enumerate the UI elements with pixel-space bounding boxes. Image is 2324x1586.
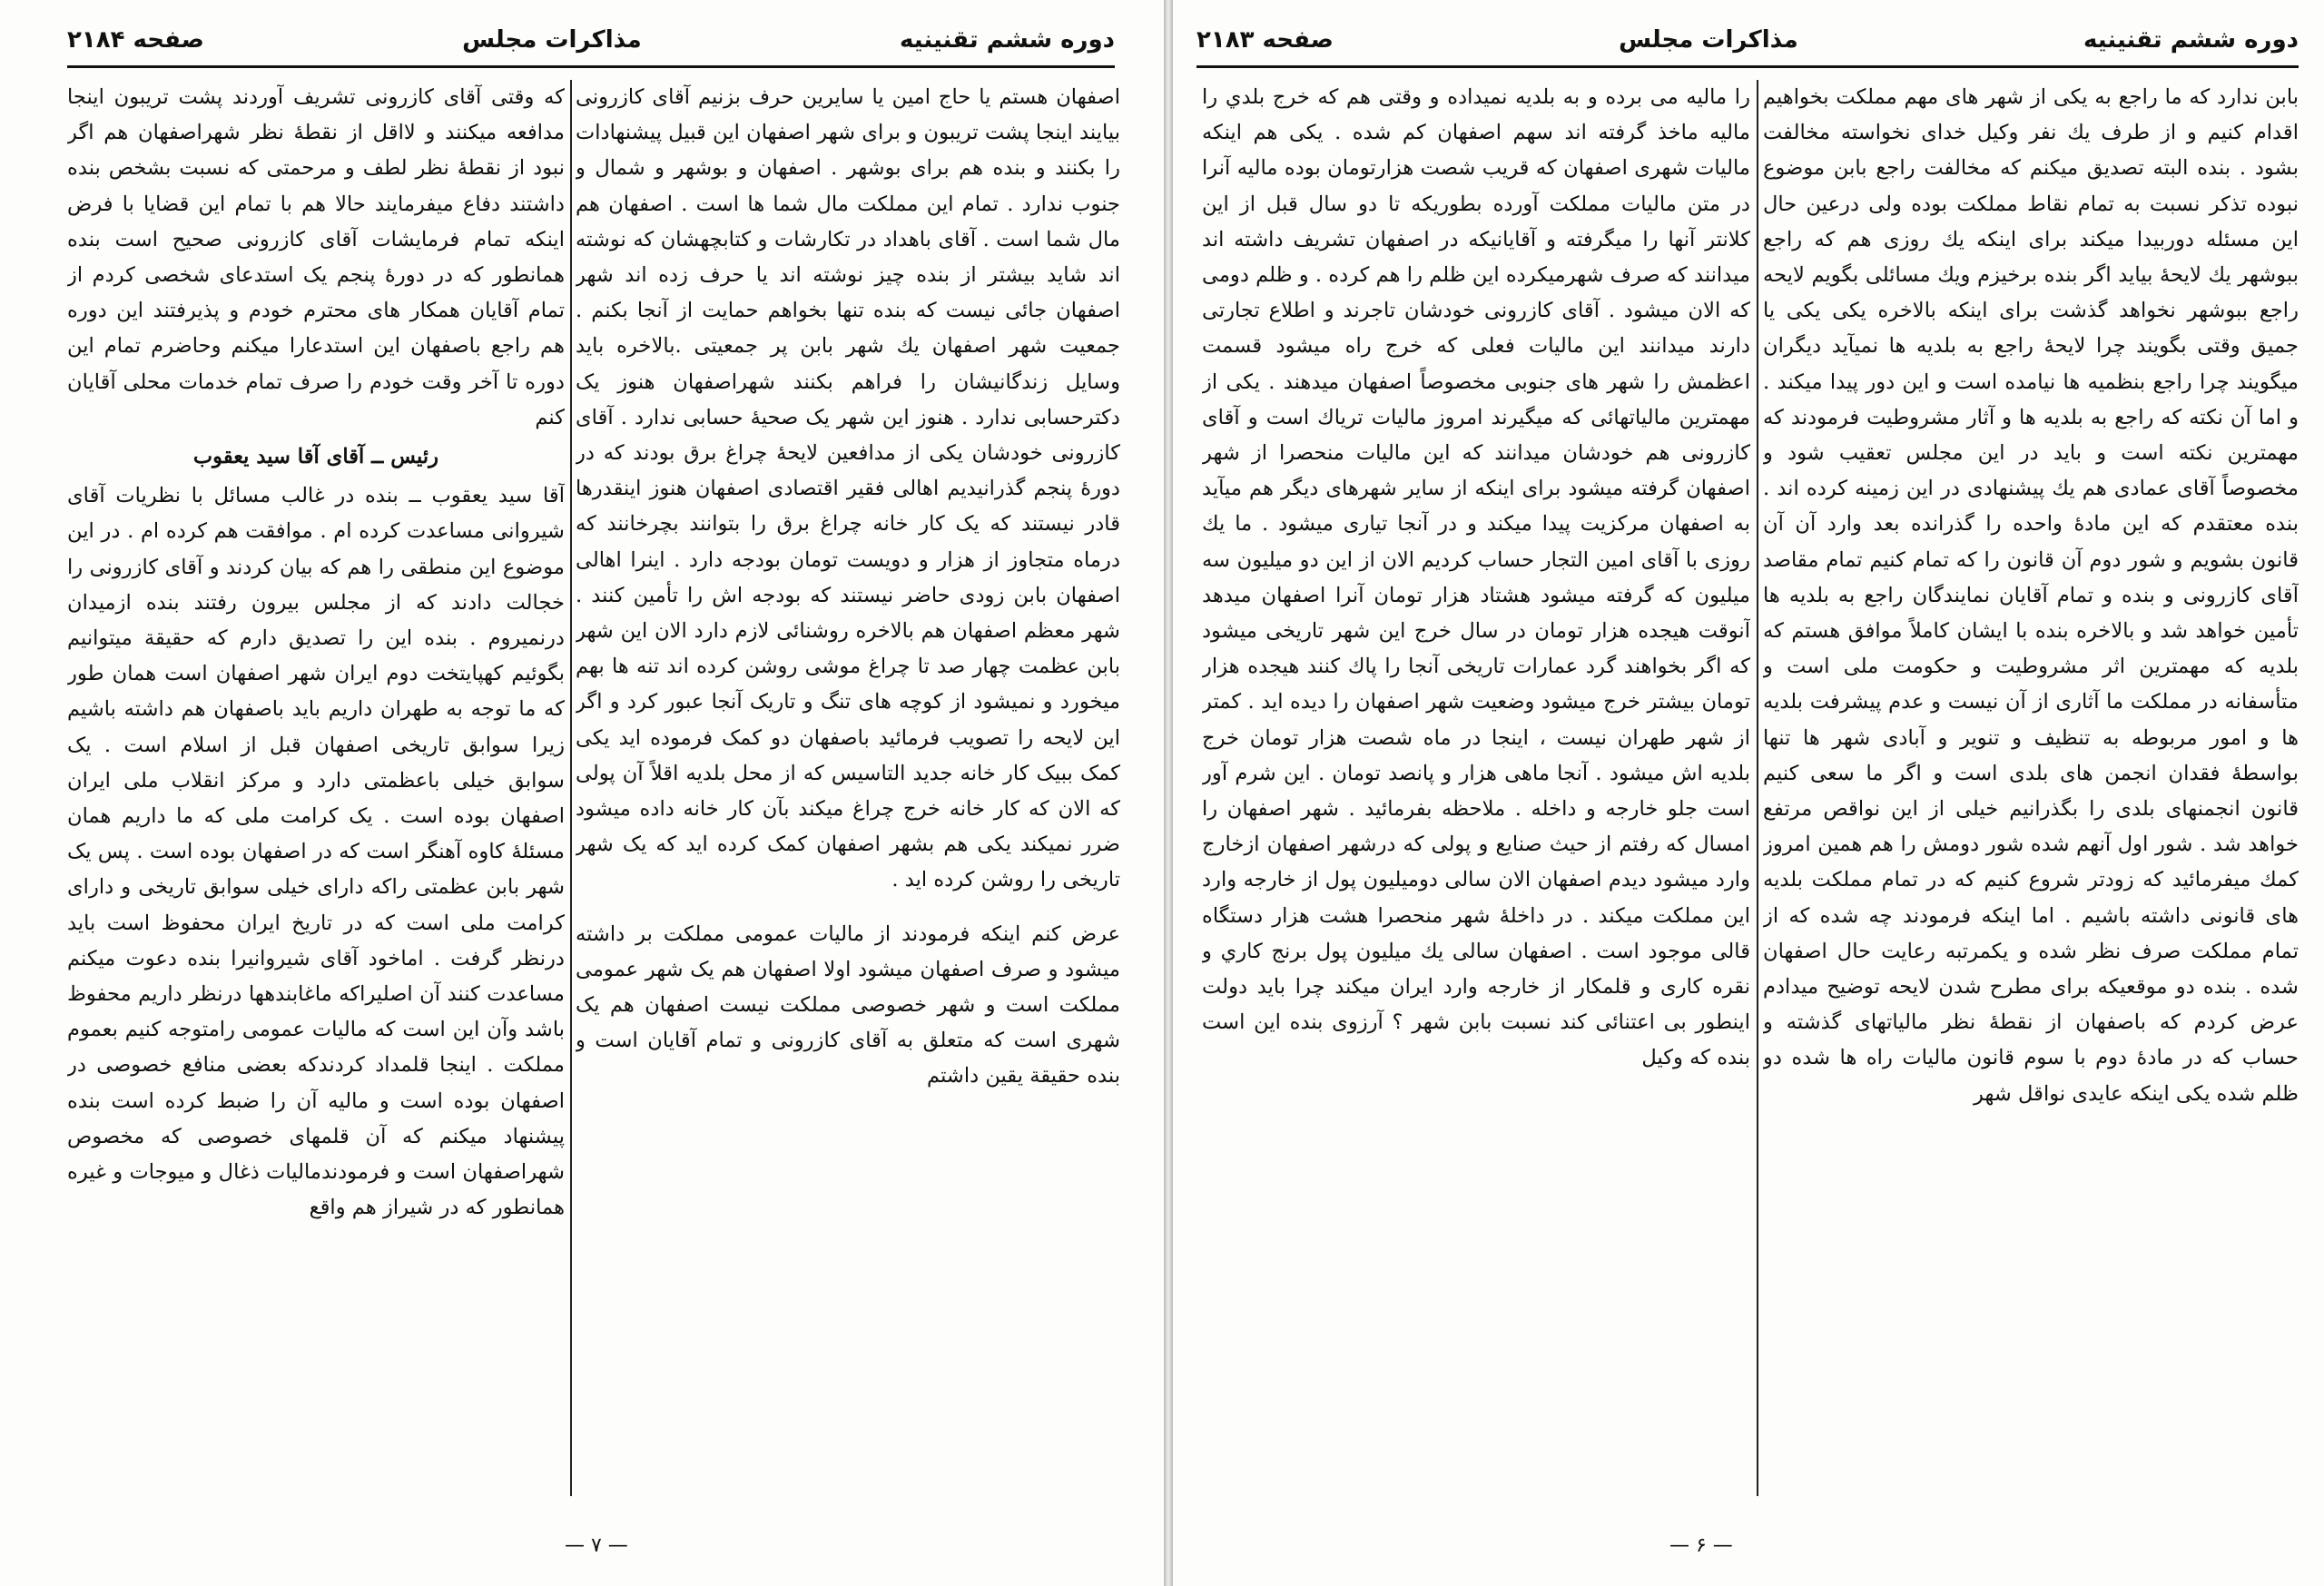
journal-title: مذاکرات مجلس bbox=[1619, 26, 1798, 54]
page-footer: — ۷ — bbox=[565, 1534, 628, 1557]
header-rule bbox=[1196, 65, 2299, 68]
text-column-right bbox=[576, 80, 1120, 1505]
journal-title: مذاکرات مجلس bbox=[462, 26, 642, 54]
page-footer: — ۶ — bbox=[1669, 1534, 1733, 1557]
text-column-left bbox=[1202, 80, 1750, 1505]
page-header bbox=[67, 20, 1115, 60]
header-rule bbox=[67, 65, 1115, 68]
speaker-heading: رئیس ــ آقای آقا سید یعقوب bbox=[192, 445, 439, 469]
column-divider bbox=[570, 80, 572, 1496]
paragraph: که وقتی آقای کازرونی تشریف آوردند پشت تریبون اینجا مدافعه میکنند و لااقل از نقطهٔ نظر شهراصفهان هم اگر نبود از نقطهٔ نظر لطف و مرحمتی که نسبت بشخص بنده داشتند دفاع میفرمایند حالا هم با تمام این قضایا با فرض اینکه تمام فرمایشات آقای کازرونی صحیح است بنده همانطور که در دورهٔ پنجم یک استدعای شخصی کردم از تمام آقایان همکار های محترم خودم و پذیرفتند این دوره هم راجع باصفهان این استدعارا میکنم وحاضرم تمام این دوره تا آخر وقت خودم را صرف تمام خدمات محلی آقایان کنم bbox=[67, 85, 565, 429]
paragraph: بابن ندارد که ما راجع به یکی از شهر های مهم مملکت بخواهیم اقدام کنیم و از طرف یك نفر وکیل خدای نخواسته مخالفت بشود . بنده البته تصدیق میکنم که مخالفت راجع بابن موضوع نبوده تذکر نسبت به تمام نقاط مملکت بوده ولی درعین حال این مسئله دوربیدا میکند برای اینکه یك روزی هم که راجع ببوشهر یك لایحهٔ بیاید اگر بنده برخیزم ویك مسائلی بگویم لایحه راجع ببوشهر نخواهد گذشت برای اینکه بالاخره یکی یکی یا جمیق وقتی بگویند چرا لایحهٔ راجع به بلدیه ها نمیآید دیگران میگویند چرا راجع بنظمیه ها نیامده است و این دور پیدا میکند . و اما آن نکته که راجع به بلدیه ها و آثار مشروطیت فرمودند که مهمترین نکته است و باید در این مجلس تعقیب شود و مخصوصاً آقای عمادی هم یك پیشنهادی در این زمینه کرده اند . بنده معتقدم که این مادهٔ واحده را گذرانده بعد وارد آن آن قانون بشویم و شور دوم آن قانون را که تمام کنیم تمام مقاصد آقای کازرونی و بنده و تمام آقایان نمایندگان راجع به بلدیه ها تأمین خواهد شد و بالاخره بنده با ایشان کاملاً موافق هستم که بلدیه که مهمترین اثر مشروطیت و حکومت ملی است و متأسفانه در مملکت ما آثاری از آن نیست و عدم پیشرفت بلدیه ها و امور مربوطه به تنظیف و تنویر و آبادی شهر ها تنها بواسطهٔ فقدان انجمن های بلدی است و اگر ما سعی کنیم قانون انجمنهای بلدی را بگذرانیم خیلی از این نواقص مرتفع خواهد شد . شور اول آنهم شده شور دومش را هم همین امروز کمك میفرمائید که زودتر شروع کنیم که در تمام مملکت بلدیه های قانونی داشته باشیم . اما اینکه فرمودند چه شده که از تمام مملکت صرف نظر شده و یکمرتبه رعایت حال اصفهان شده . بنده دو موقعیکه برای مطرح شدن لایحه توضیح میدادم عرض کردم که باصفهان از نقطهٔ نظر مالیاتهای گذشته و حساب که در مادهٔ دوم با سوم قانون مالیات راه ها شده دو ظلم شده یکی اینکه عایدی نواقل شهر bbox=[1763, 85, 2299, 1106]
text-column-left bbox=[67, 80, 565, 1505]
series-title: دوره ششم تقنینیه bbox=[899, 26, 1115, 54]
paragraph: آقا سید یعقوب ــ بنده در غالب مسائل با نظریات آقای شیروانی مساعدت کرده ام . موافقت هم کرده ام . در این موضوع این منطقی را هم که بیان کردند و آقای کازرونی را خجالت دادند که از مجلس بیرون رفتند بنده ازمیدان درنمیروم . بنده این را تصدیق دارم که حقیقة میتوانیم بگوئیم کهپایتخت دوم ایران شهر اصفهان است همان طور که ما توجه به طهران داریم باید باصفهان هم داشته باشیم زیرا سوابق تاریخی اصفهان قبل از اسلام است . یک سوابق خیلی باعظمتی دارد و مرکز انقلاب ملی ایران اصفهان بوده است . یک کرامت ملی که ما داریم همان مسئلهٔ کاوه آهنگر است که در اصفهان بوده است . پس یک شهر بابن عظمتی راکه دارای خیلی سوابق تاریخی و دارای کرامت ملی است که در تاریخ ایران محفوظ است باید درنظر گرفت . اماخود آقای شیروانیرا بنده دعوت میکنم مساعدت کنند آن اصلیراکه ماغابندهها درنظر داریم محفوظ باشد وآن این است که مالیات عمومی رامتوجه کنیم بعموم مملکت . اینجا قلمداد کردندکه بعضی منافع خصوصی در اصفهان بوده است و مالیه آن را ضبط کرده است بنده پیشنهاد میکنم که آن قلمهای خصوصی که مخصوص شهراصفهان است و فرمودندمالیات ذغال و میوجات و غیره همانطور که در شیراز هم واقع bbox=[67, 484, 565, 1220]
page-header bbox=[1196, 20, 2299, 60]
text-column-right bbox=[1763, 80, 2299, 1505]
series-title: دوره ششم تقنینیه bbox=[2083, 26, 2299, 54]
page-number: صفحه ۲۱۸۳ bbox=[1196, 26, 1334, 54]
column-divider bbox=[1757, 80, 1758, 1496]
paragraph: اصفهان هستم یا حاج امین یا سایرین حرف بزنیم آقای کازرونی بیایند اینجا پشت تریبون و برای شهر اصفهان این قبیل پیشنهادات را بکنند و بنده هم برای بوشهر . اصفهان و بوشهر و شمال و جنوب ندارد . تمام این مملکت مال شما ها است . اصفهان هم مال شما است . آقای باهداد در تکارشات و کتابچهشان که نوشته اند شاید بیشتر از بنده چیز نوشته اند یا حرف زده اند شهر اصفهان جائی نیست که بنده تنها بخواهم حمایت از آنجا بکنم . جمعیت شهر اصفهان یك شهر بابن پر جمعیتی .بالاخره باید وسایل زندگانیشان را فراهم بکنند شهراصفهان هنوز یک دکترحسابی ندارد . هنوز این شهر یک صحیهٔ حسابی ندارد . آقای کازرونی خودشان یکی از مدافعین لایحهٔ چراغ برق بودند که در دورهٔ پنجم گذرانیدیم اهالی فقیر اقتصادی اصفهان هنوز اینقدرها قادر نیستند که یک کار خانه چراغ برق را بتوانند بچرخانند که درماه متجاوز از هزار و دویست تومان بودجه دارد . اینرا اهالی اصفهان بابن زودی حاضر نیستند که بودجه اش را تأمین کنند . شهر معظم اصفهان هم بالاخره روشنائی لازم دارد الان این شهر بابن عظمت چهار صد تا چراغ موشی روشن کرده اند تنه ها بهم میخورد و نمیشود از کوچه های تنگ و تاریک آنجا عبور کرد و اگر این لایحه را تصویب فرمائید باصفهان دو کمک فرموده اید یکی کمک ببیک کار خانه جدید التاسیس که از محل بلدیه اقلاً آن پولی که الان که کار خانه خرج چراغ میکند بآن کار خانه داده میشود ضرر نمیکند یکی هم بشهر اصفهان کمک کرده اید که یک شهر تاریخی را روشن کرده اید . bbox=[576, 85, 1120, 892]
right-page bbox=[1173, 0, 2324, 1586]
page-number: صفحه ۲۱۸۴ bbox=[67, 26, 204, 54]
paragraph: را مالیه می برده و به بلدیه نمیداده و وقتی هم که خرج بلدي را مالیه ماخذ گرفته اند سهم اصفهان کم شده . یکی هم اینکه مالیات شهری اصفهان که قریب شصت هزارتومان بوده مالیه آنرا در متن مالیات مملکت آورده بطوریکه تا دو سال قبل از این کلانتر آنها را میگرفته و آقایانیکه در اصفهان تشریف داشته اند میدانند که صرف شهرمیکرده این ظلم را هم کرده . و ظلم دومی که الان میشود . آقای کازرونی خودشان تاجرند و اطلاع تجارتی دارند میدانند این مالیات فعلی که خرج راه میشود قسمت اعظمش را شهر های جنوبی مخصوصاً اصفهان میدهند . یکی از مهمترین مالیاتهائی که میگیرند امروز مالیات تریاك است و آقای کازرونی هم خودشان میدانند که این مالیات منحصرا از شهر اصفهان گرفته میشود برای اینکه از سایر شهرهای دیگر هم میآید به اصفهان مرکزیت پیدا میکند و در آنجا تیاری میشود . ما یك روزی با آقای امین التجار حساب کردیم الان از این دو میلیون سه میلیون که گرفته میشود هشتاد هزار تومان آنرا اصفهان میدهد آنوقت هیجده هزار تومان در سال خرج این شهر تاریخی میشود که اگر بخواهند گرد عمارات تاریخی آنجا را پاك کنند هیجده هزار تومان بیشتر خرج میشود وضعیت شهر اصفهان را دیده اید . کمتر از شهر طهران نیست ، اینجا در ماه شصت هزار تومان خرج بلدیه اش میشود . آنجا ماهی هزار و پانصد تومان . این شرم آور است جلو خارجه و داخله . ملاحظه بفرمائید . شهر اصفهان را امسال که رفتم از حیث صنایع و پولی که درشهر اصفهان ازخارج وارد میشود دیدم اصفهان الان سالی دومیلیون پول از خارجه وارد این مملکت میکند . در داخلهٔ شهر منحصرا هشت هزار دستگاه قالی موجود است . اصفهان سالی یك میلیون پول برنج کاري و نقره کاری و قلمکار از خارجه وارد ایران میکند چرا باید دولت اینطور بی اعتنائی کند نسبت بابن شهر ؟ آرزوی بنده این است بنده که وکیل bbox=[1202, 85, 1750, 1070]
book-spine bbox=[1164, 0, 1173, 1586]
paragraph: عرض کنم اینکه فرمودند از مالیات عمومی مملکت بر داشته میشود و صرف اصفهان میشود اولا اصفهان هم یک شهر عمومی مملکت است و شهر خصوصی مملکت نیست اصفهان هم یک شهری است که متعلق به آقای کازرونی و تمام آقایان است و بنده حقیقة یقین داشتم bbox=[576, 921, 1120, 1089]
